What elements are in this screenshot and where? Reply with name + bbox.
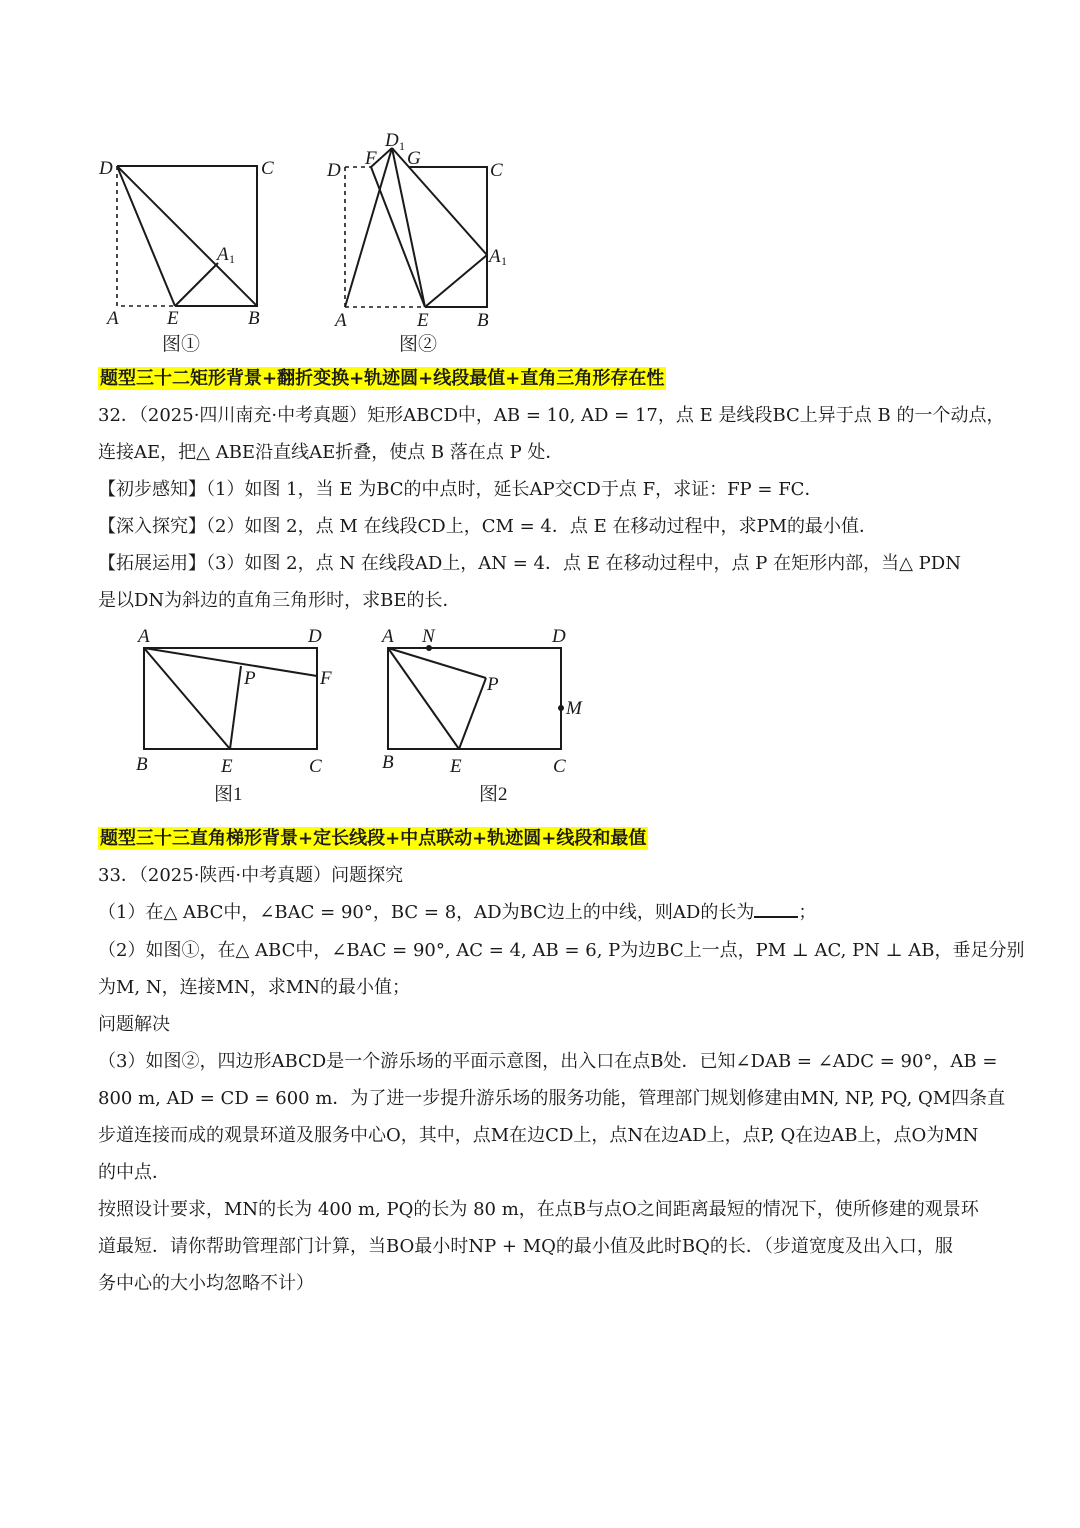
section33-line-6: 步道连接而成的观景环道及服务中心O，其中，点M在边CD上，点N在边AD上，点P, Q在边AB上，点O为MN xyxy=(98,1125,979,1146)
label-P: P xyxy=(487,674,499,695)
label-P: P xyxy=(244,668,256,689)
label-C: C xyxy=(553,756,566,777)
label-D1: D xyxy=(385,130,399,151)
label-B: B xyxy=(248,308,260,329)
fig-mid1-pe xyxy=(230,666,241,749)
fig-top1-de xyxy=(117,166,175,306)
label-E: E xyxy=(221,756,233,777)
label-A: A xyxy=(138,626,150,647)
figure-mid-1 xyxy=(130,622,350,812)
label-M: M xyxy=(566,698,582,719)
fig-top2-e-a1 xyxy=(425,255,487,307)
label-A1: A xyxy=(217,244,229,265)
point-M xyxy=(558,705,564,711)
fig-mid2-pe xyxy=(459,678,486,749)
figure-mid-2 xyxy=(374,622,604,812)
fig-top2-d1-e xyxy=(392,148,425,307)
fig-mid2-ae xyxy=(388,648,459,749)
section33-q1-end: ； xyxy=(798,902,817,923)
figure-top-1-svg xyxy=(95,150,295,360)
section32-heading xyxy=(98,366,666,392)
label-D: D xyxy=(308,626,322,647)
section33-heading xyxy=(98,826,648,852)
label-A1-sub: 1 xyxy=(501,254,507,268)
caption: 图① xyxy=(162,334,201,355)
figure-mid-1-svg xyxy=(130,622,350,812)
label-A: A xyxy=(382,626,394,647)
fig-mid2-ap xyxy=(388,648,486,678)
figure-mid-2-svg xyxy=(374,622,604,812)
caption: 图② xyxy=(399,334,438,355)
label-E: E xyxy=(417,310,429,331)
figure-top-1 xyxy=(95,150,295,360)
label-F: F xyxy=(365,148,377,169)
fig-mid1-rect xyxy=(144,648,317,749)
section32-line-4: 【深入探究】（2）如图 2，点 M 在线段CD上，CM = 4．点 E 在移动过程中，求PM的最小值． xyxy=(98,516,878,537)
label-G: G xyxy=(407,148,421,169)
fig-top1-db xyxy=(117,166,257,306)
label-N: N xyxy=(422,626,435,647)
section33-line-2: 为M, N，连接MN，求MN的最小值； xyxy=(98,977,410,998)
label-E: E xyxy=(167,308,179,329)
section32-line-1: 32．（2025·四川南充·中考真题）矩形ABCD中，AB = 10, AD = 17，点 E 是线段BC上异于点 B 的一个动点， xyxy=(98,405,1005,426)
section32-line-3: 【初步感知】（1）如图 1，当 E 为BC的中点时，延长AP交CD于点 F，求证：FP = FC． xyxy=(98,479,823,500)
fig-top1-ea1 xyxy=(175,263,218,306)
section33-q1 xyxy=(98,900,816,926)
label-C: C xyxy=(261,158,274,179)
section33-line-8: 按照设计要求，MN的长为 400 m, PQ的长为 80 m，在点B与点O之间距离最短的情况下，使所修建的观景环 xyxy=(98,1199,979,1220)
fig-mid1-af xyxy=(144,648,317,676)
label-B: B xyxy=(382,752,394,773)
label-C: C xyxy=(490,160,503,181)
section33-line-9: 道最短．请你帮助管理部门计算，当BO最小时NP + MQ的最小值及此时BQ的长．（步道宽度及出入口，服 xyxy=(98,1236,953,1257)
section33-line-3: 问题解决 xyxy=(98,1014,170,1035)
section33-line-5: 800 m, AD = CD = 600 m．为了进一步提升游乐场的服务功能，管理部门规划修建由MN, NP, PQ, QM四条直 xyxy=(98,1088,1006,1109)
fig-top2-a-d1 xyxy=(345,148,392,307)
section33-line-4: （3）如图②，四边形ABCD是一个游乐场的平面示意图，出入口在点B处．已知∠DAB = ∠ADC = 90°，AB = xyxy=(98,1051,998,1072)
label-A: A xyxy=(335,310,347,331)
figure-top-2-svg xyxy=(325,128,525,360)
label-B: B xyxy=(477,310,489,331)
label-D: D xyxy=(99,158,113,179)
section33-title: 33．（2025·陕西·中考真题）问题探究 xyxy=(98,865,404,886)
caption: 图1 xyxy=(214,784,243,805)
label-C: C xyxy=(309,756,322,777)
fig-mid2-rect xyxy=(388,648,561,749)
fig-mid1-ae xyxy=(144,648,230,749)
label-B: B xyxy=(136,754,148,775)
label-E: E xyxy=(450,756,462,777)
section33-line-7: 的中点． xyxy=(98,1162,170,1183)
answer-blank[interactable] xyxy=(754,900,798,918)
fig-top2-f-e xyxy=(371,167,425,307)
label-D: D xyxy=(552,626,566,647)
label-D1-sub: 1 xyxy=(399,139,405,153)
caption: 图2 xyxy=(479,784,508,805)
section32-line-5: 【拓展运用】（3）如图 2，点 N 在线段AD上，AN = 4．点 E 在移动过程中，点 P 在矩形内部，当△ PDN xyxy=(98,553,961,574)
section33-heading-text: 题型三十三直角梯形背景+定长线段+中点联动+轨迹圆+线段和最值 xyxy=(100,828,647,849)
section32-line-2: 连接AE，把△ ABE沿直线AE折叠，使点 B 落在点 P 处． xyxy=(98,442,564,463)
section33-line-1: （2）如图①，在△ ABC中，∠BAC = 90°, AC = 4, AB = 6, P为边BC上一点，PM ⊥ AC, PN ⊥ AB，垂足分别 xyxy=(98,940,1025,961)
section32-heading-text: 题型三十二矩形背景+翻折变换+轨迹圆+线段最值+直角三角形存在性 xyxy=(100,368,665,389)
label-A1: A xyxy=(489,246,501,267)
figure-top-2 xyxy=(325,128,525,360)
label-A: A xyxy=(107,308,119,329)
section33-q1-text: （1）在△ ABC中，∠BAC = 90°，BC = 8，AD为BC边上的中线，则AD的长为 xyxy=(98,902,755,923)
section32-line-6: 是以DN为斜边的直角三角形时，求BE的长． xyxy=(98,590,461,611)
label-A1-sub: 1 xyxy=(229,252,235,266)
label-F: F xyxy=(320,668,332,689)
label-D: D xyxy=(327,160,341,181)
section33-line-10: 务中心的大小均忽略不计） xyxy=(98,1273,314,1294)
